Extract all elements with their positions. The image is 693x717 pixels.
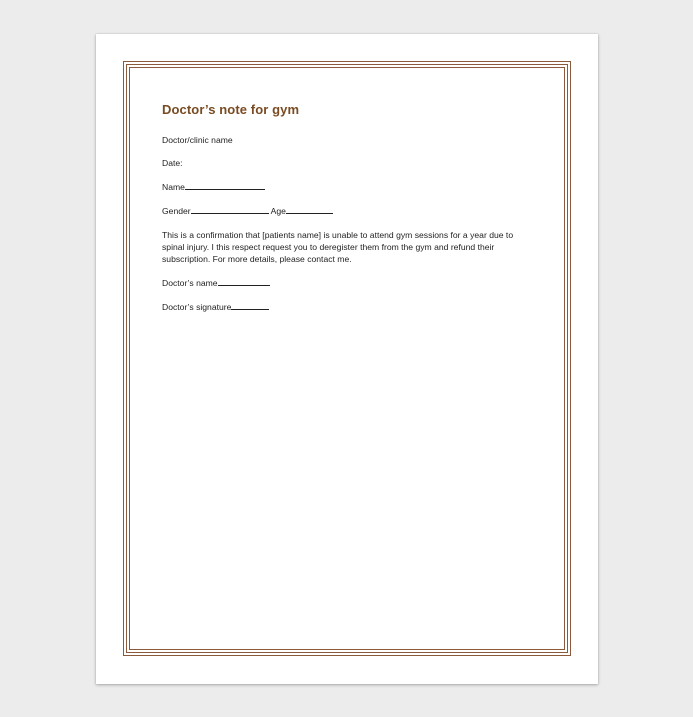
doctors-signature-label: Doctor’s signature <box>162 302 232 312</box>
doctor-clinic-name-label: Doctor/clinic name <box>162 135 233 145</box>
doctors-name-blank-field <box>218 277 270 286</box>
note-body: This is a confirmation that [patients name] is unable to attend gym sessions for a year due to spinal injury. I this respect request you to deregister them from the gym and refund their subscription. For more details, please contact me. <box>162 230 514 264</box>
doctors-signature-blank-field <box>231 301 269 310</box>
name-label: Name <box>162 182 185 192</box>
doctor-clinic-name-line <box>162 135 534 146</box>
age-blank-field <box>286 205 333 214</box>
doctors-name-line <box>162 277 534 289</box>
doctors-name-label: Doctor’s name <box>162 278 218 288</box>
document-page <box>96 34 598 684</box>
date-line <box>162 158 534 169</box>
age-label: Age <box>270 206 286 216</box>
gender-label: Gender <box>162 206 191 216</box>
document-title: Doctor’s note for gym <box>162 102 300 117</box>
gender-age-line <box>162 205 534 217</box>
name-blank-field <box>185 181 265 190</box>
name-line <box>162 181 534 193</box>
gender-blank-field <box>191 205 269 214</box>
document-content <box>162 102 534 325</box>
date-label: Date: <box>162 158 183 168</box>
doctors-signature-line <box>162 301 534 313</box>
